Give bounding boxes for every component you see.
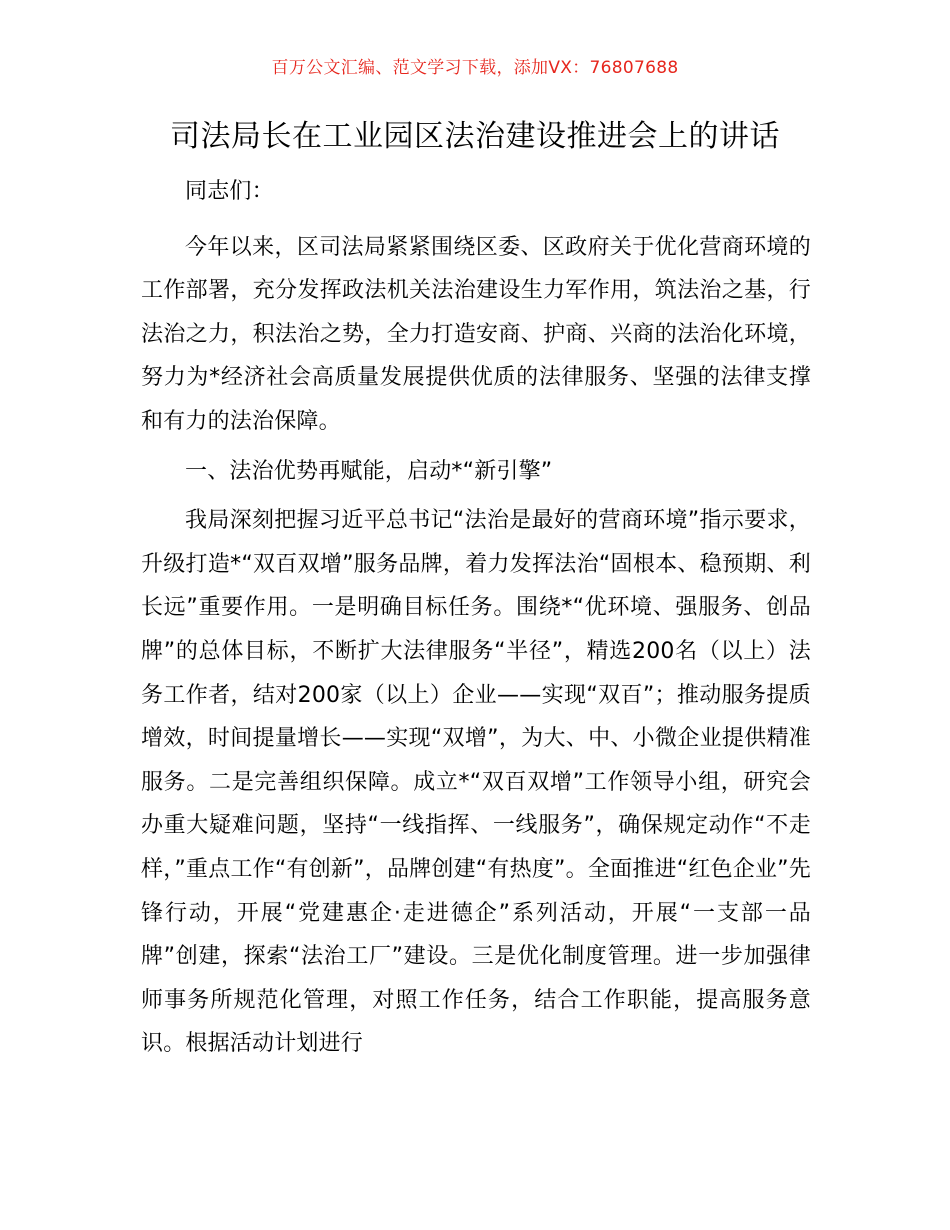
page-title: 司法局长在工业园区法治建设推进会上的讲话 — [170, 119, 780, 154]
salutation: 同志们： — [185, 179, 274, 204]
promo-banner: 百万公文汇编、范文学习下载，添加VX：76807688 — [271, 58, 679, 78]
section-heading-1: 一、法治优势再赋能，启动*“新引擎” — [185, 458, 553, 484]
paragraph-section-1: 我局深刻把握习近平总书记“法治是最好的营商环境”指示要求，升级打造*“双百双增”服务品牌，着力发挥法治“固根本、稳预期、利长远”重要作用。一是明确目标任务。围绕*“优环境、强服务、创品牌”的总体目标，不断扩大法律服务“半径”，精选200名（以上）法务工作者，结对200家（以上）企业——实现“双百”；推动服务提质增效，时间提量增长——实现“双增”，为大、中、小微企业提供精准服务。二是完善组织保障。成立*“双百双增”工作领导小组，研究会办重大疑难问题，坚持“一线指挥、一线服务”，确保规定动作“不走样，”重点工作“有创新”，品牌创建“有热度”。全面推进“红色企业”先锋行动，开展“党建惠企·走进德企”系列活动，开展“一支部一品牌”创建，探索“法治工厂”建设。三是优化制度管理。进一步加强律师事务所规范化管理，对照工作任务，结合工作职能，提高服务意识。根据活动计划进行 — [141, 508, 811, 1057]
paragraph-intro: 今年以来，区司法局紧紧围绕区委、区政府关于优化营商环境的工作部署，充分发挥政法机关法治建设生力军作用，筑法治之基，行法治之力，积法治之势，全力打造安商、护商、兴商的法治化环境，努力为*经济社会高质量发展提供优质的法律服务、坚强的法律支撑和有力的法治保障。 — [141, 234, 811, 434]
document-body — [141, 170, 811, 1066]
